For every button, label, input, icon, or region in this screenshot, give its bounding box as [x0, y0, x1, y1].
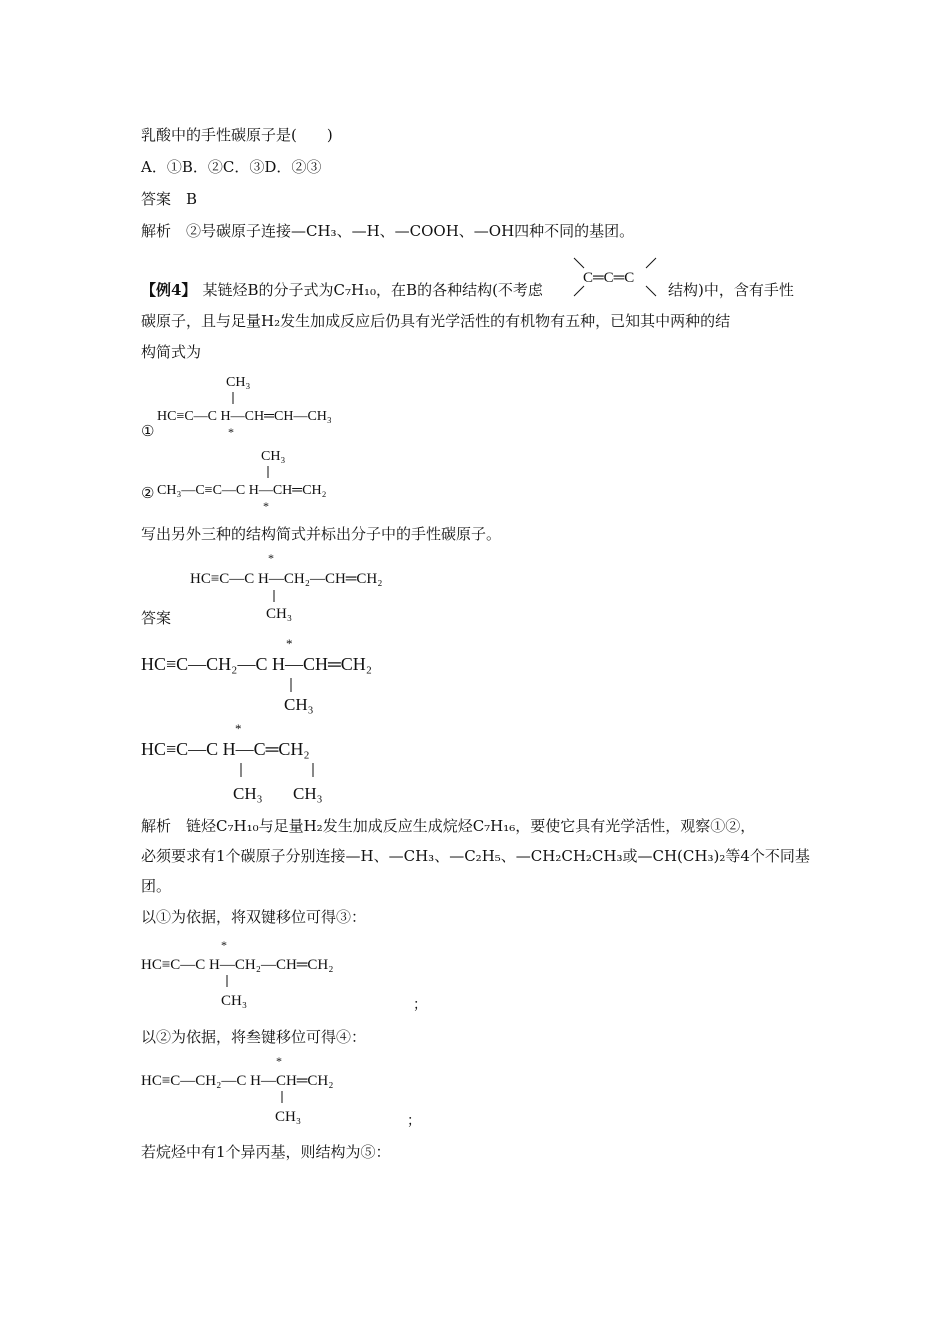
example-line-1: [141, 279, 543, 301]
example-text-2: 碳原子，且与足量H₂发生加成反应后仍具有光学活性的有机物有五种，已知其中两种的结: [141, 312, 731, 330]
formula-2-branch: CH₃: [261, 449, 286, 464]
step3-star: *: [221, 938, 227, 952]
question-line: 乳酸中的手性碳原子是( ): [141, 126, 333, 144]
formula-2-star: *: [263, 499, 269, 513]
options-line: A．①B．②C．③D．②③: [141, 158, 322, 176]
answer-label: 答案: [141, 609, 172, 627]
step-5: 若烷烃中有1个异丙基，则结构为⑤：: [141, 1143, 391, 1161]
analysis-2-p2: 必须要求有1个碳原子分别连接—H、—CH₃、—C₂H₅、—CH₂CH₂CH₃或—CH(CH₃)₂等4个不同基: [141, 847, 810, 865]
answer-formula-2: [141, 634, 441, 719]
formula-2-chain: CH₃—C≡C—C H—CH═CH₂: [157, 483, 327, 498]
ans-f1-star: *: [268, 551, 274, 565]
step-3-formula: [141, 935, 441, 1015]
ans-f3-chain: HC≡C—C H—C═CH₂: [141, 739, 310, 759]
ans-f1-chain: HC≡C—C H—CH₂—CH═CH₂: [190, 571, 383, 587]
analysis-1: 解析 ②号碳原子连接—CH₃、—H、—COOH、—OH四种不同的基团。: [141, 222, 635, 240]
step4-branch: CH₃: [275, 1109, 302, 1125]
allene-text: C═C═C: [583, 270, 635, 286]
formula-1-chain: HC≡C—C H—CH═CH—CH₃: [157, 409, 332, 424]
instruction: 写出另外三种的结构简式并标出分子中的手性碳原子。: [141, 525, 502, 543]
ans-f3-branch-1: CH₃: [233, 784, 263, 803]
allene-structure: [570, 252, 670, 302]
step3-semicolon: ；: [413, 998, 427, 1013]
analysis-2-p1: 解析 链烃C₇H₁₀与足量H₂发生加成反应生成烷烃C₇H₁₆，要使它具有光学活性，观察①②，: [141, 817, 756, 835]
ans-f2-branch: CH₃: [284, 695, 314, 714]
step4-semicolon: ；: [407, 1114, 421, 1129]
step-4-formula: [141, 1051, 441, 1131]
step-3: 以①为依据，将双键移位可得③：: [141, 908, 367, 926]
ans-f3-star: *: [235, 721, 242, 736]
formula-1-branch: CH₃: [226, 375, 251, 390]
formula-1: [141, 370, 401, 440]
answer-1: 答案 B: [141, 190, 198, 208]
ans-f3-branch-2: CH₃: [293, 784, 323, 803]
ans-f2-chain: HC≡C—CH₂—C H—CH═CH₂: [141, 654, 372, 674]
ans-f2-star: *: [286, 636, 293, 651]
example-text-1: 某链烃B的分子式为C₇H₁₀，在B的各种结构(不考虑: [202, 281, 543, 299]
step-4: 以②为依据，将叁键移位可得④：: [141, 1028, 367, 1046]
step4-star: *: [276, 1054, 282, 1068]
step3-branch: CH₃: [221, 993, 248, 1009]
circ-2: ②: [141, 486, 155, 502]
formula-1-star: *: [228, 425, 234, 439]
analysis-2-p3: 团。: [141, 877, 172, 895]
step3-chain: HC≡C—C H—CH₂—CH═CH₂: [141, 957, 334, 973]
example-label: 【例4】: [141, 281, 197, 299]
ans-f1-branch: CH₃: [266, 606, 293, 622]
step4-chain: HC≡C—CH₂—C H—CH═CH₂: [141, 1073, 334, 1089]
answer-formula-1: [190, 550, 470, 625]
circ-1: ①: [141, 424, 155, 440]
answer-formula-3: [141, 719, 401, 809]
formula-2: [141, 444, 401, 514]
example-text-1b: 结构)中，含有手性: [668, 281, 794, 299]
example-text-3: 构简式为: [141, 343, 202, 361]
